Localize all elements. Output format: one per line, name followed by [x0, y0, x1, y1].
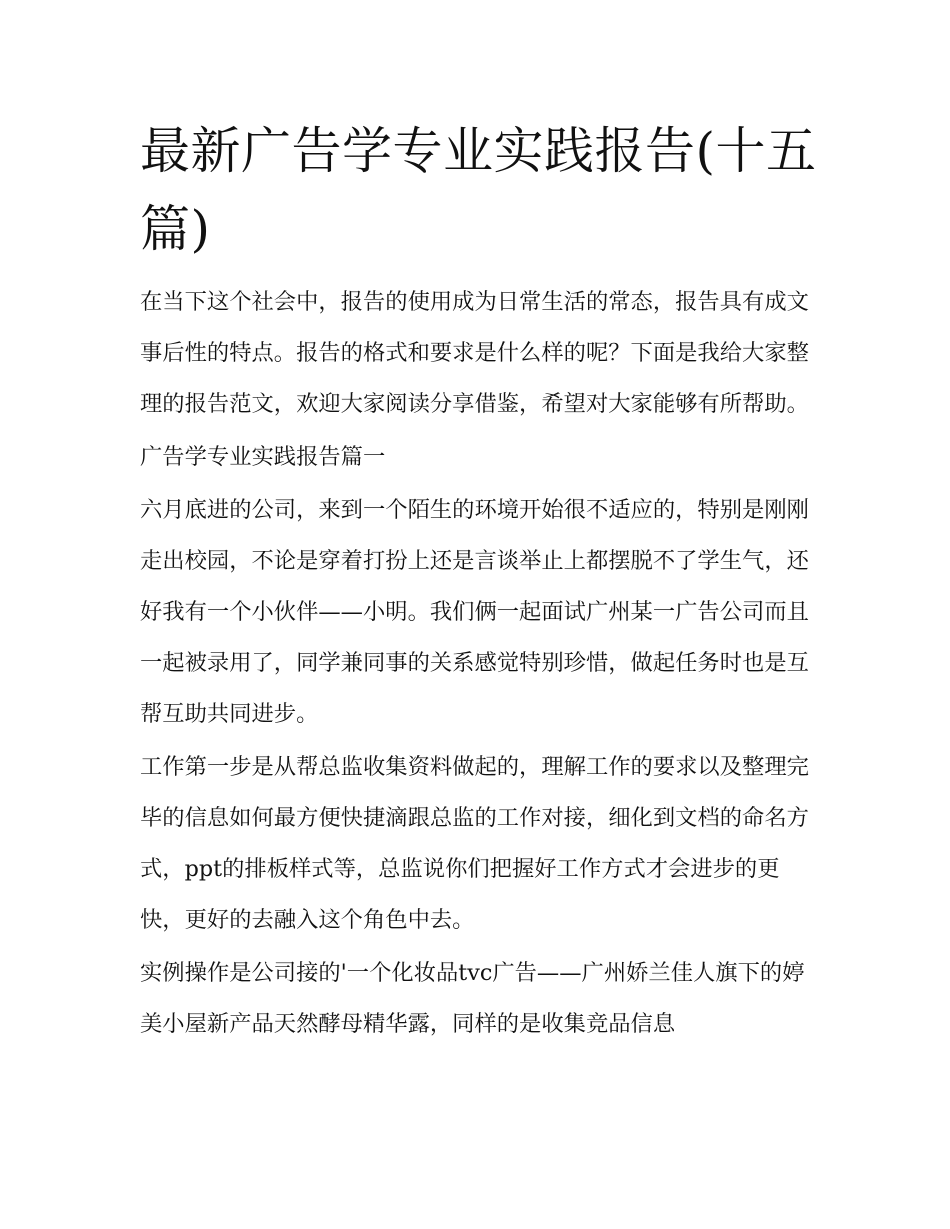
document-title: 最新广告学专业实践报告(十五篇) — [140, 122, 817, 258]
body-paragraph: 工作第一步是从帮总监收集资料做起的，理解工作的要求以及整理完毕的信息如何最方便快捷滴跟总监的工作对接，细化到文档的命名方式，ppt的排板样式等，总监说你们把握好工作方式才会进步的更快，更好的去融入这个角色中去。 — [140, 754, 809, 933]
section-heading: 广告学专业实践报告篇一 — [140, 444, 386, 470]
body-paragraph: 实例操作是公司接的'一个化妆品tvc广告——广州娇兰佳人旗下的婷美小屋新产品天然酵母精华露，同样的是收集竞品信息 — [140, 960, 805, 1037]
document-body — [140, 277, 820, 1052]
body-paragraph: 六月底进的公司，来到一个陌生的环境开始很不适应的，特别是刚刚走出校园，不论是穿着打扮上还是言谈举止上都摆脱不了学生气，还好我有一个小伙伴——小明。我们俩一起面试广州某一广告公司而且一起被录用了，同学兼同事的关系感觉特别珍惜，做起任务时也是互帮互助共同进步。 — [140, 497, 809, 727]
intro-paragraph: 在当下这个社会中，报告的使用成为日常生活的常态，报告具有成文事后性的特点。报告的格式和要求是什么样的呢？下面是我给大家整理的报告范文，欢迎大家阅读分享借鉴，希望对大家能够有所帮助。 — [140, 289, 809, 417]
